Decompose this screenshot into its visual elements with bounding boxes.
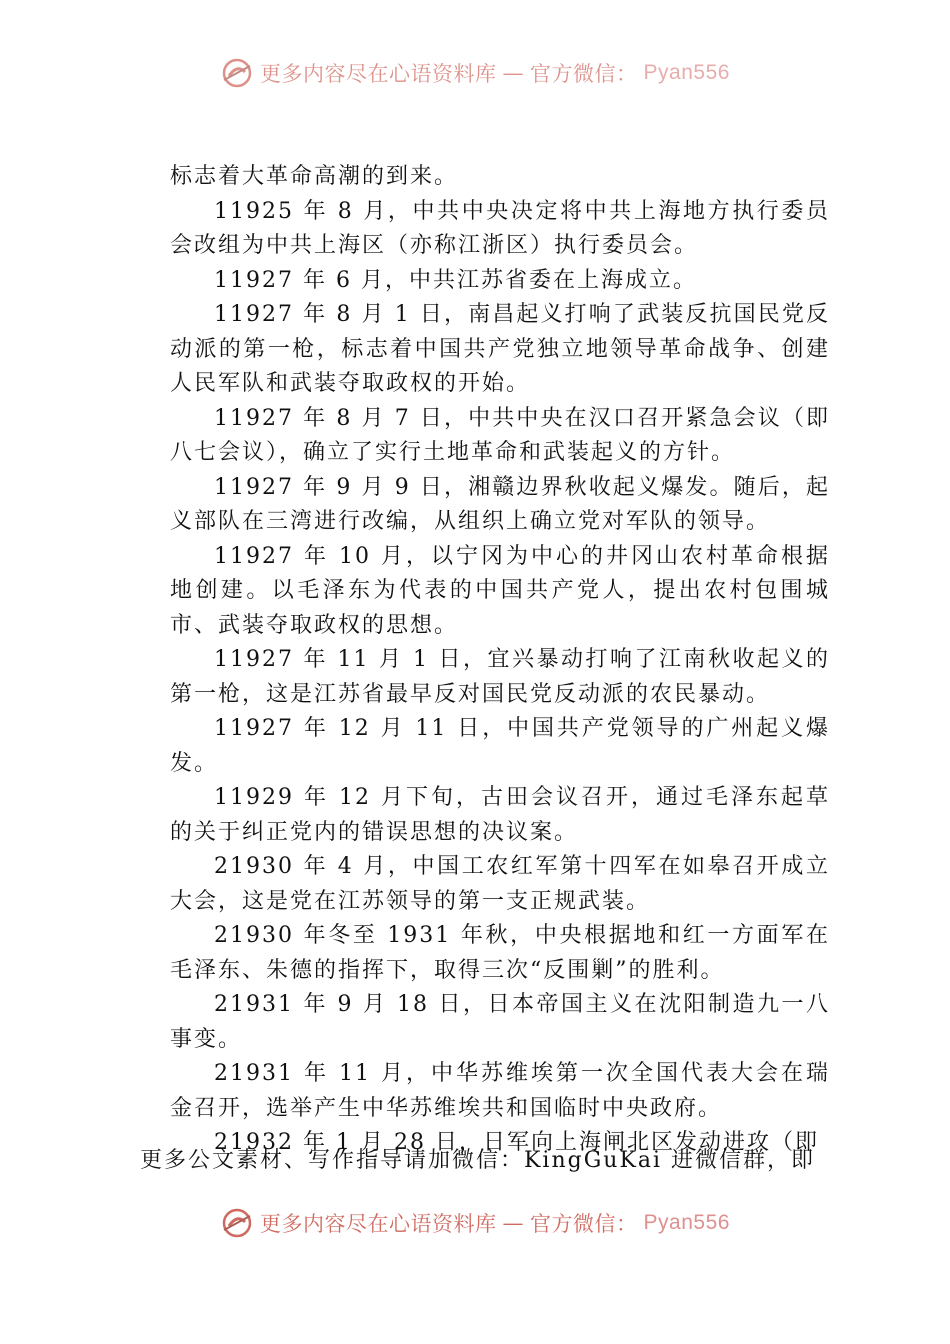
brand-logo-icon — [220, 56, 254, 90]
watermark-handle: Pyan556 — [643, 1211, 730, 1234]
paragraph: 11927 年 12 月 11 日，中国共产党领导的广州起义爆发。 — [170, 716, 830, 776]
brand-logo-icon — [220, 1206, 254, 1240]
watermark-dash: — — [502, 61, 525, 85]
header-watermark — [0, 56, 950, 90]
paragraph: 11927 年 9 月 9 日，湘赣边界秋收起义爆发。随后，起义部队在三湾进行改编，从组织上确立党对军队的领导。 — [170, 474, 830, 534]
paragraph: 11927 年 8 月 7 日，中共中央在汉口召开紧急会议（即八七会议），确立了实行土地革命和武装起义的方针。 — [170, 405, 830, 465]
paragraph: 21931 年 11 月，中华苏维埃第一次全国代表大会在瑞金召开，选举产生中华苏维埃共和国临时中央政府。 — [170, 1061, 830, 1121]
document-body — [170, 160, 830, 1161]
paragraph: 21932 年 1 月 28 日，日军向上海闸北区发动进攻（即 — [214, 1130, 819, 1155]
paragraph: 11927 年 10 月，以宁冈为中心的井冈山农村革命根据地创建。以毛泽东为代表的中国共产党人，提出农村包围城市、武装夺取政权的思想。 — [170, 543, 830, 638]
paragraph: 11927 年 6 月，中共江苏省委在上海成立。 — [214, 267, 697, 293]
watermark-brand: 更多内容尽在心语资料库 — [260, 62, 497, 86]
paragraph: 21930 年 4 月，中国工农红军第十四军在如皋召开成立大会，这是党在江苏领导的第一支正规武装。 — [170, 854, 830, 914]
paragraph: 标志着大革命高潮的到来。 — [170, 164, 459, 189]
paragraph: 11929 年 12 月下旬，古田会议召开，通过毛泽东起草的关于纠正党内的错误思想的决议案。 — [170, 785, 830, 845]
watermark-handle: Pyan556 — [643, 61, 730, 84]
paragraph: 21930 年冬至 1931 年秋，中央根据地和红一方面军在毛泽东、朱德的指挥下，取得三次“反围剿”的胜利。 — [170, 923, 830, 983]
footer-note: 更多公文素材、写作指导请加微信：KingGuKai 进微信群，即 — [140, 1148, 816, 1173]
paragraph: 11927 年 8 月 1 日，南昌起义打响了武装反抗国民党反动派的第一枪，标志着中国共产党独立地领导革命战争、创建人民军队和武装夺取政权的开始。 — [170, 302, 830, 396]
paragraph: 11927 年 11 月 1 日，宜兴暴动打响了江南秋收起义的第一枪，这是江苏省最早反对国民党反动派的农民暴动。 — [170, 647, 830, 707]
paragraph: 21931 年 9 月 18 日，日本帝国主义在沈阳制造九一八事变。 — [170, 992, 830, 1052]
watermark-brand: 更多内容尽在心语资料库 — [260, 1212, 497, 1236]
paragraph: 11925 年 8 月，中共中央决定将中共上海地方执行委员会改组为中共上海区（亦称江浙区）执行委员会。 — [170, 198, 830, 258]
watermark-dash: — — [502, 1211, 525, 1235]
watermark-label: 官方微信： — [530, 62, 638, 86]
watermark-label: 官方微信： — [530, 1212, 638, 1236]
footer-watermark — [0, 1206, 950, 1240]
